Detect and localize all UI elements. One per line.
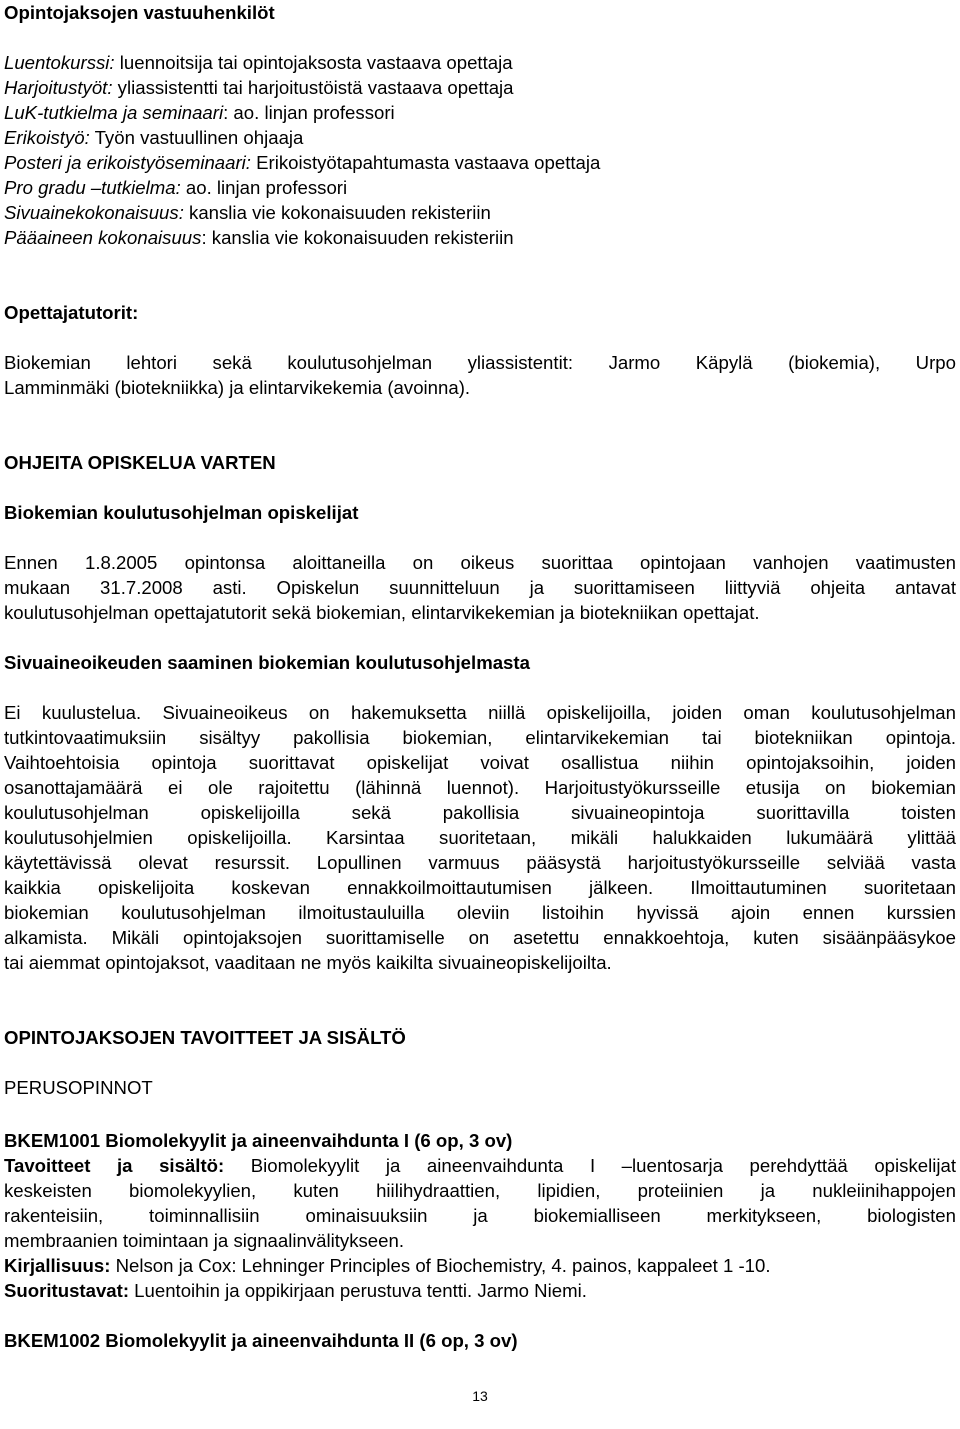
responsible-line [4, 50, 956, 75]
role-text: : ao. linjan professori [223, 102, 395, 123]
paragraph-line: koulutusohjelmien opiskelijoilla. Karsintaa suoritetaan, mikäli halukkaiden lukumäärä ylittää [4, 827, 956, 848]
paragraph-line: keskeisten biomolekyylien, kuten hiilihydraattien, lipidien, proteiinien ja nukleiinihappojen [4, 1180, 956, 1201]
paragraph-line: rakenteisiin, toiminnallisiin ominaisuuksiin ja biokemialliseen merkitykseen, biologisten [4, 1205, 956, 1226]
minor-paragraph [4, 700, 956, 975]
role-text: kanslia vie kokonaisuuden rekisteriin [183, 202, 491, 223]
role-text: Työn vastuullinen ohjaaja [89, 127, 304, 148]
role-label: LuK-tutkielma ja seminaari [4, 102, 224, 123]
literature-label: Kirjallisuus: [4, 1255, 111, 1276]
course-title: BKEM1001 Biomolekyylit ja aineenvaihdunta I (6 op, 3 ov) [4, 1130, 513, 1151]
course-description [4, 1153, 956, 1303]
paragraph-line: mukaan 31.7.2008 asti. Opiskelun suunnitteluun ja suorittamiseen liittyviä ohjeita antavat [4, 577, 956, 598]
paragraph-line: Ennen 1.8.2005 opintonsa aloittaneilla on oikeus suorittaa opintojaan vanhojen vaatimusten [4, 552, 956, 573]
responsible-line [4, 200, 956, 225]
role-text: luennoitsija tai opintojaksosta vastaava opettaja [114, 52, 513, 73]
goals-label: Tavoitteet ja sisältö: [4, 1155, 225, 1176]
paragraph-line: käytettävissä olevat resurssit. Lopullinen varmuus pääsystä harjoitustyökursseille selviää vasta [4, 852, 956, 873]
completion-line [4, 1278, 956, 1303]
goals-text: Biomolekyylit ja aineenvaihdunta I –luentosarja perehdyttää opiskelijat [224, 1155, 956, 1176]
role-label: Luentokurssi: [4, 52, 115, 73]
paragraph-line: membraanien toimintaan ja signaalinvälitykseen. [4, 1230, 404, 1251]
section-heading-responsibles: Opintojaksojen vastuuhenkilöt [4, 2, 275, 23]
responsible-line [4, 225, 956, 250]
role-label: Pro gradu –tutkielma: [4, 177, 181, 198]
tutors-paragraph [4, 350, 956, 400]
literature-text: Nelson ja Cox: Lehninger Principles of Biochemistry, 4. painos, kappaleet 1 -10. [110, 1255, 771, 1276]
guidance-paragraph [4, 550, 956, 625]
paragraph-line: koulutusohjelman opettajatutorit sekä biokemian, elintarvikekemian ja biotekniikan opettajat. [4, 602, 760, 623]
section-heading-tutors: Opettajatutorit: [4, 302, 139, 323]
role-text: ao. linjan professori [180, 177, 348, 198]
role-text: Erikoistyötapahtumasta vastaava opettaja [250, 152, 601, 173]
paragraph-line: Ei kuulustelua. Sivuaineoikeus on hakemuksetta niillä opiskelijoilla, joiden oman koulutusohjelman [4, 702, 956, 723]
role-text: yliassistentti tai harjoitustöistä vastaava opettaja [112, 77, 514, 98]
paragraph-line: Vaihtoehtoisia opintoja suorittavat opiskelijat voivat osallistua niihin opintojaksoihin, joiden [4, 752, 956, 773]
paragraph-line [4, 1153, 956, 1178]
role-label: Posteri ja erikoistyöseminaari: [4, 152, 251, 173]
responsible-line [4, 175, 956, 200]
paragraph-line: alkamista. Mikäli opintojaksojen suorittamiselle on asetettu ennakkoehtoja, kuten sisäänpääsykoe [4, 927, 956, 948]
role-label: Harjoitustyöt: [4, 77, 113, 98]
responsible-line [4, 100, 956, 125]
responsible-line [4, 125, 956, 150]
literature-line [4, 1253, 956, 1278]
paragraph-line: koulutusohjelman opiskelijoilla sekä pakollisia sivuaineopintoja suorittavilla toisten [4, 802, 956, 823]
section-heading-goals: OPINTOJAKSOJEN TAVOITTEET JA SISÄLTÖ [4, 1027, 406, 1048]
section-heading-guidance: OHJEITA OPISKELUA VARTEN [4, 452, 276, 473]
role-label: Sivuainekokonaisuus: [4, 202, 184, 223]
completion-text: Luentoihin ja oppikirjaan perustuva tentti. Jarmo Niemi. [129, 1280, 587, 1301]
course-title: BKEM1002 Biomolekyylit ja aineenvaihdunta II (6 op, 3 ov) [4, 1330, 518, 1351]
responsibles-list [4, 50, 956, 250]
paragraph-line: Biokemian lehtori sekä koulutusohjelman yliassistentit: Jarmo Käpylä (biokemia), Urpo [4, 352, 956, 373]
responsible-line [4, 75, 956, 100]
role-label: Erikoistyö: [4, 127, 90, 148]
paragraph-line: osanottajamäärä ei ole rajoitettu (lähinnä luennot). Harjoitustyökursseille etusija on biokemian [4, 777, 956, 798]
paragraph-line: tai aiemmat opintojaksot, vaaditaan ne myös kaikilta sivuaineopiskelijoilta. [4, 952, 612, 973]
role-text: : kanslia vie kokonaisuuden rekisteriin [201, 227, 514, 248]
subheading-minor: Sivuaineoikeuden saaminen biokemian koulutusohjelmasta [4, 652, 530, 673]
paragraph-line: tutkintovaatimuksiin sisältyy pakollisia biokemian, elintarvikekemian tai biotekniikan opintoja. [4, 727, 956, 748]
page-number: 13 [472, 1388, 488, 1404]
paragraph-line: kaikkia opiskelijoita koskevan ennakkoilmoittautumisen jälkeen. Ilmoittautuminen suoritetaan [4, 877, 956, 898]
responsible-line [4, 150, 956, 175]
subheading-students: Biokemian koulutusohjelman opiskelijat [4, 502, 359, 523]
subheading-basic-studies: PERUSOPINNOT [4, 1077, 153, 1098]
role-label: Pääaineen kokonaisuus [4, 227, 202, 248]
completion-label: Suoritustavat: [4, 1280, 130, 1301]
paragraph-line: Lamminmäki (biotekniikka) ja elintarvikekemia (avoinna). [4, 377, 471, 398]
paragraph-line: biokemian koulutusohjelman ilmoitustauluilla oleviin listoihin hyvissä ajoin ennen kurssien [4, 902, 956, 923]
